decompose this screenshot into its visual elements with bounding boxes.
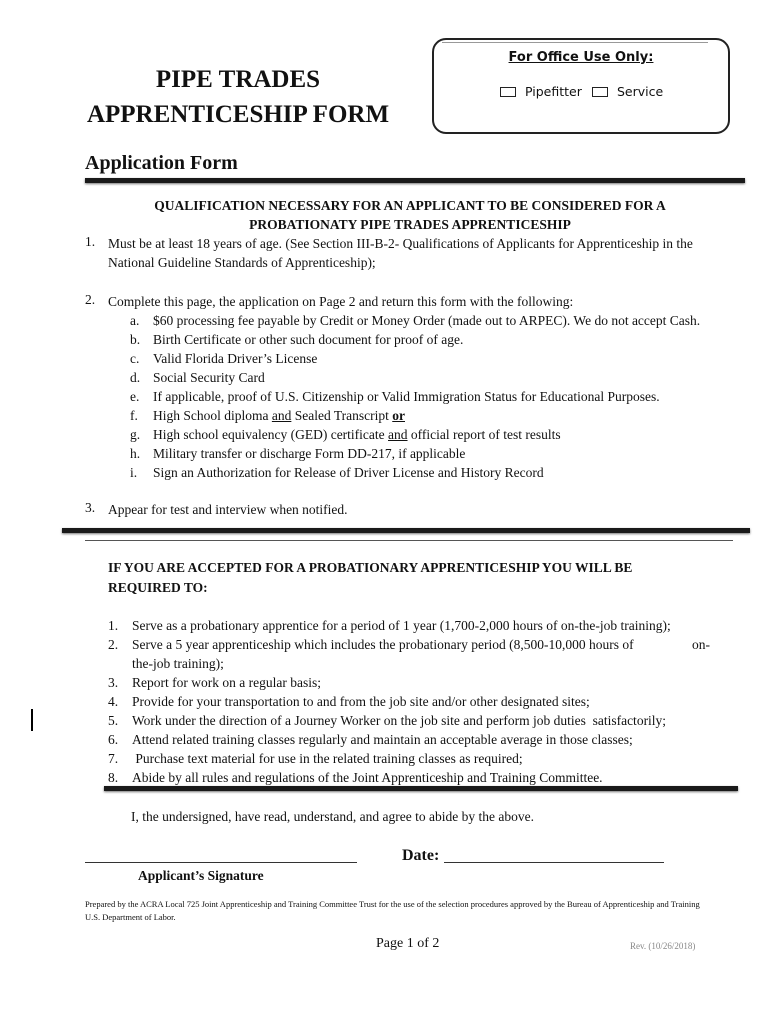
qual-item-3-number: 3. [85,500,96,515]
date-label: Date: [402,847,440,864]
list-item: c. Valid Florida Driver’s License [130,351,318,366]
requirements-heading-line2: REQUIRED TO: [108,580,208,595]
form-title-line1: PIPE TRADES [155,66,321,93]
list-item: b. Birth Certificate or other such document for proof of age. [130,332,464,347]
service-checkbox[interactable] [592,87,608,97]
requirements-heading [108,558,708,598]
form-title-line2: APPRENTICESHIP FORM [86,101,390,128]
list-item: g. High school equivalency (GED) certificate and official report of test results [130,427,561,442]
date-field[interactable] [444,862,664,863]
qual-item-1-line1: Must be at least 18 years of age. (See Section III-B-2- Qualifications of Applicants for Apprenticeship in the [108,236,693,251]
qual-item-2-number: 2. [85,292,96,307]
requirements-heading-line1: IF YOU ARE ACCEPTED FOR A PROBATIONARY APPRENTICESHIP YOU WILL BE [108,560,633,575]
footnote-line2: U.S. Department of Labor. [85,912,176,922]
qual-item-1-text [108,234,748,272]
list-item: 7. Purchase text material for use in the related training classes as required; [108,751,523,766]
list-item: 5. Work under the direction of a Journey Worker on the job site and perform job duties satisfactorily; [108,713,667,728]
pipefitter-label: Pipefitter [525,84,582,99]
qual-item-2-text: Complete this page, the application on Page 2 and return this form with the following: [108,294,574,309]
list-item: 2. Serve a 5 year apprenticeship which includes the probationary period (8,500-10,000 hours of on- [108,637,710,652]
revision-date: Rev. (10/26/2018) [630,941,696,951]
document-checklist [130,311,700,482]
section-divider-middle [62,528,750,533]
list-item-continuation: the-job training); [132,656,224,671]
text-cursor-mark [31,709,33,731]
list-item: d. Social Security Card [130,370,265,385]
list-item: i. Sign an Authorization for Release of Driver License and History Record [130,465,544,480]
signature-label: Applicant’s Signature [138,868,264,883]
section-divider-top [85,178,745,183]
list-item: e. If applicable, proof of U.S. Citizenship or Valid Immigration Status for Educational Purposes. [130,389,660,404]
qualification-heading [120,196,700,234]
qual-item-3-text: Appear for test and interview when notified. [108,502,348,517]
qualification-heading-line2: PROBATIONATY PIPE TRADES APPRENTICESHIP [249,217,571,232]
footnote-line1: Prepared by the ACRA Local 725 Joint Apprenticeship and Training Committee Trust for the use of the selection procedures approved by the Bureau of Apprenticeship and Training [85,899,700,909]
qual-item-1-number: 1. [85,234,96,249]
list-item: 1. Serve as a probationary apprentice for a period of 1 year (1,700-2,000 hours of on-the-job training); [108,618,671,633]
service-label: Service [617,84,664,99]
requirements-list [108,616,728,787]
agreement-statement: I, the undersigned, have read, understand, and agree to abide by the above. [131,809,534,824]
list-item: 8. Abide by all rules and regulations of the Joint Apprenticeship and Training Committee. [108,770,603,785]
qual-item-1-line2: National Guideline Standards of Apprenticeship); [108,255,376,270]
list-item: 4. Provide for your transportation to and from the job site and/or other designated sites; [108,694,590,709]
signature-field[interactable] [85,862,357,863]
list-item: h. Military transfer or discharge Form DD-217, if applicable [130,446,466,461]
list-item: 6. Attend related training classes regularly and maintain an acceptable average in those classes; [108,732,633,747]
service-option[interactable] [592,84,663,99]
section-divider-bottom [104,786,738,791]
pipefitter-checkbox[interactable] [500,87,516,97]
section-divider-thin [85,540,733,541]
pipefitter-option[interactable] [500,84,582,99]
qualification-heading-line1: QUALIFICATION NECESSARY FOR AN APPLICANT TO BE CONSIDERED FOR A [154,198,666,213]
list-item: a. $60 processing fee payable by Credit or Money Order (made out to ARPEC). We do not accept Cash. [130,313,701,328]
office-use-title: For Office Use Only: [508,50,654,65]
application-form-heading: Application Form [85,152,238,174]
form-title [78,62,398,132]
office-box-top-rule [442,42,708,43]
list-item: f. High School diploma and Sealed Transcript or [130,408,405,423]
office-use-box [432,38,730,134]
page-number: Page 1 of 2 [376,936,440,951]
footnote [85,898,735,924]
list-item: 3. Report for work on a regular basis; [108,675,321,690]
